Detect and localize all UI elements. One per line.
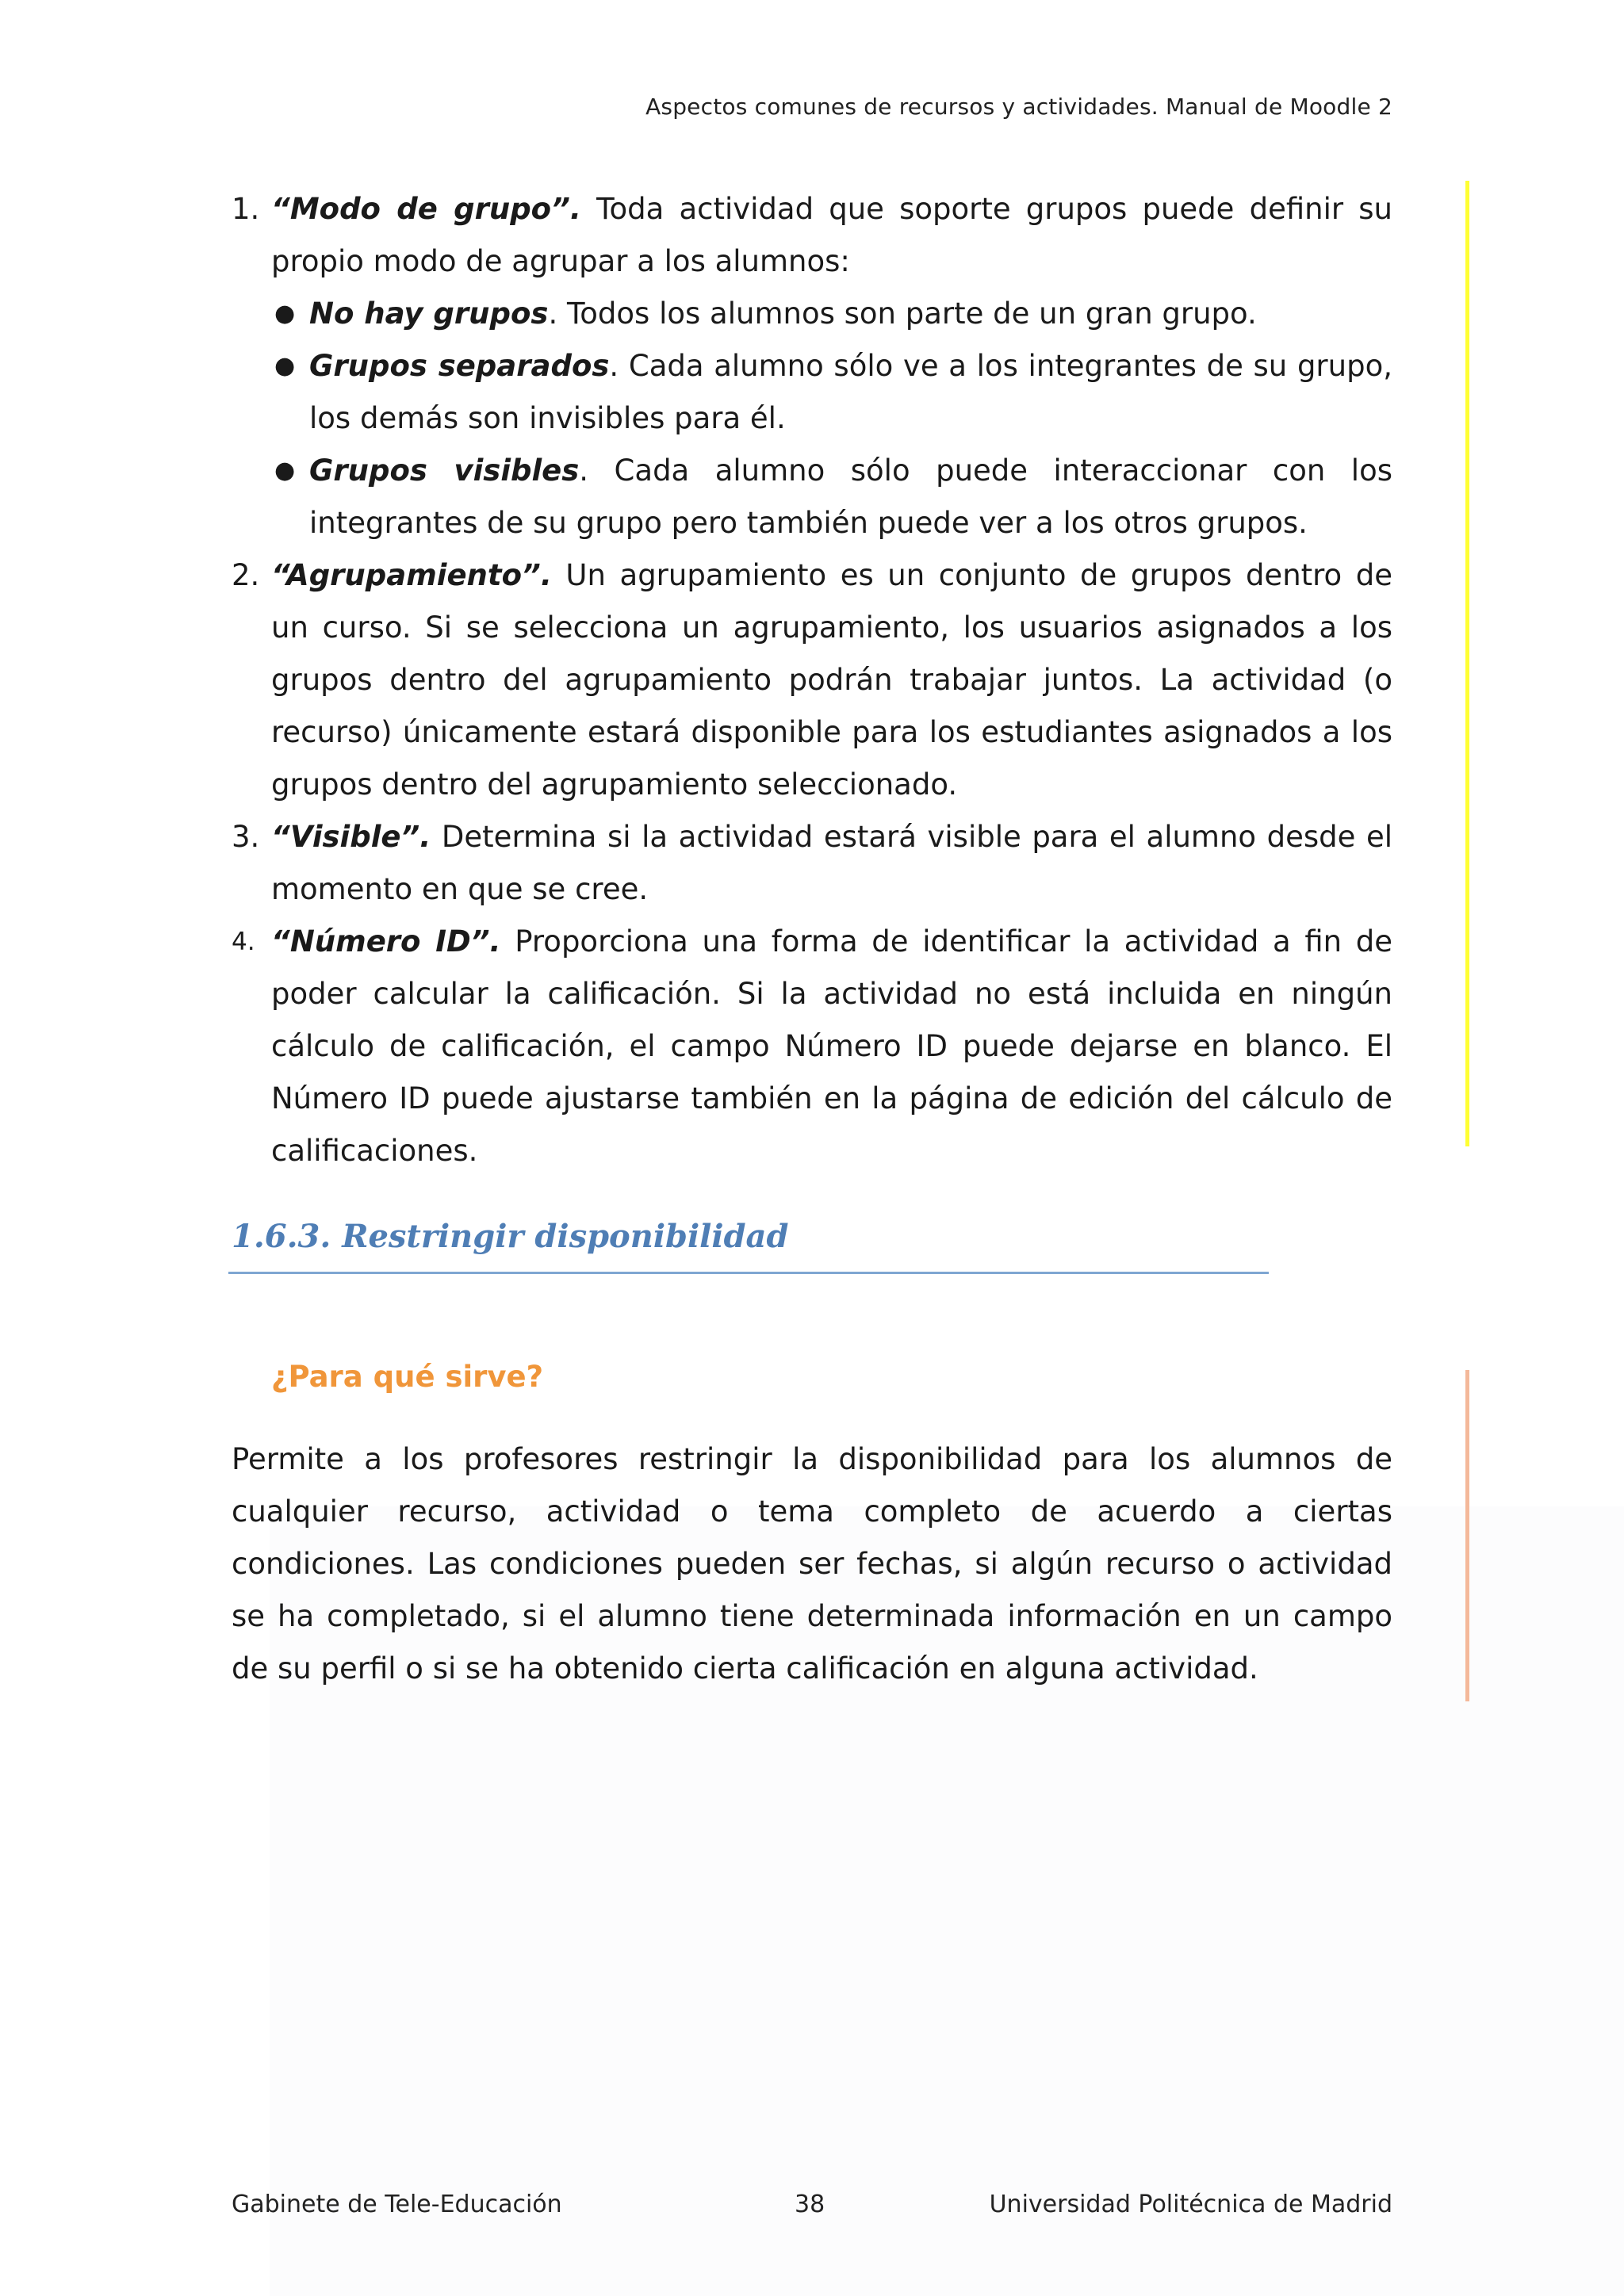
list-number: 2. xyxy=(232,558,260,592)
term: “Agrupamiento”. xyxy=(271,558,552,592)
footer-right: Universidad Politécnica de Madrid xyxy=(989,2191,1392,2218)
subheading: ¿Para qué sirve? xyxy=(271,1360,544,1394)
bullet-item-no-hay-grupos xyxy=(232,288,1392,340)
list-number: 1. xyxy=(232,192,260,226)
running-header: Aspectos comunes de recursos y actividades. Manual de Moodle 2 xyxy=(645,94,1392,120)
term: Grupos visibles xyxy=(309,453,580,488)
description: . Todos los alumnos son parte de un gran grupo. xyxy=(548,297,1257,331)
numbered-list xyxy=(232,183,1392,1177)
term: Grupos separados xyxy=(309,349,610,383)
revision-bar-orange xyxy=(1465,1370,1469,1701)
footer-left: Gabinete de Tele-Educación xyxy=(232,2191,562,2218)
bullet-icon: ● xyxy=(274,300,296,327)
list-number: 4. xyxy=(232,928,255,956)
section-heading: 1.6.3. Restringir disponibilidad xyxy=(232,1218,789,1255)
bullet-icon: ● xyxy=(274,352,296,380)
list-item-modo-de-grupo xyxy=(232,183,1392,288)
list-number: 3. xyxy=(232,820,260,854)
list-item-numero-id xyxy=(232,916,1392,1177)
description: . Cada alumno sólo ve a los integrantes de su grupo, los demás son invisibles para él. xyxy=(309,349,1392,435)
term: “Visible”. xyxy=(271,820,431,854)
term: “Número ID”. xyxy=(271,924,501,959)
description: Proporciona una forma de identificar la actividad a fin de poder calcular la calificación. Si la actividad no está incluida en ningún cálculo de calificación, el campo Número ID puede dejarse en blanco. El Número ID puede ajustarse también en la página de edición del cálculo de calificaciones. xyxy=(271,924,1392,1168)
section-paragraph: Permite a los profesores restringir la disponibilidad para los alumnos de cualquier recurso, actividad o tema completo de acuerdo a ciertas condiciones. Las condiciones pueden ser fechas, si algún recurso o actividad se ha completado, si el alumno tiene determinada información en un campo de su perfil o si se ha obtenido cierta calificación en alguna actividad. xyxy=(232,1442,1392,1686)
section-divider xyxy=(228,1272,1269,1274)
description: Determina si la actividad estará visible para el alumno desde el momento en que se cree. xyxy=(271,820,1392,906)
page-number: 38 xyxy=(795,2191,825,2218)
bullet-item-grupos-visibles xyxy=(232,445,1392,549)
bullet-item-grupos-separados xyxy=(232,340,1392,445)
revision-bar-yellow xyxy=(1465,181,1469,1146)
list-item-visible xyxy=(232,811,1392,916)
description: Toda actividad que soporte grupos puede definir su propio modo de agrupar a los alumnos: xyxy=(271,192,1392,278)
bullet-icon: ● xyxy=(274,457,296,484)
term: No hay grupos xyxy=(309,297,549,331)
term: “Modo de grupo”. xyxy=(271,192,581,226)
list-item-agrupamiento xyxy=(232,549,1392,811)
description: . Cada alumno sólo puede interaccionar con los integrantes de su grupo pero también puede ver a los otros grupos. xyxy=(309,453,1392,540)
description: Un agrupamiento es un conjunto de grupos dentro de un curso. Si se selecciona un agrupamiento, los usuarios asignados a los grupos dentro del agrupamiento podrán trabajar juntos. La actividad (o recurso) únicamente estará disponible para los estudiantes asignados a los grupos dentro del agrupamiento seleccionado. xyxy=(271,558,1392,802)
